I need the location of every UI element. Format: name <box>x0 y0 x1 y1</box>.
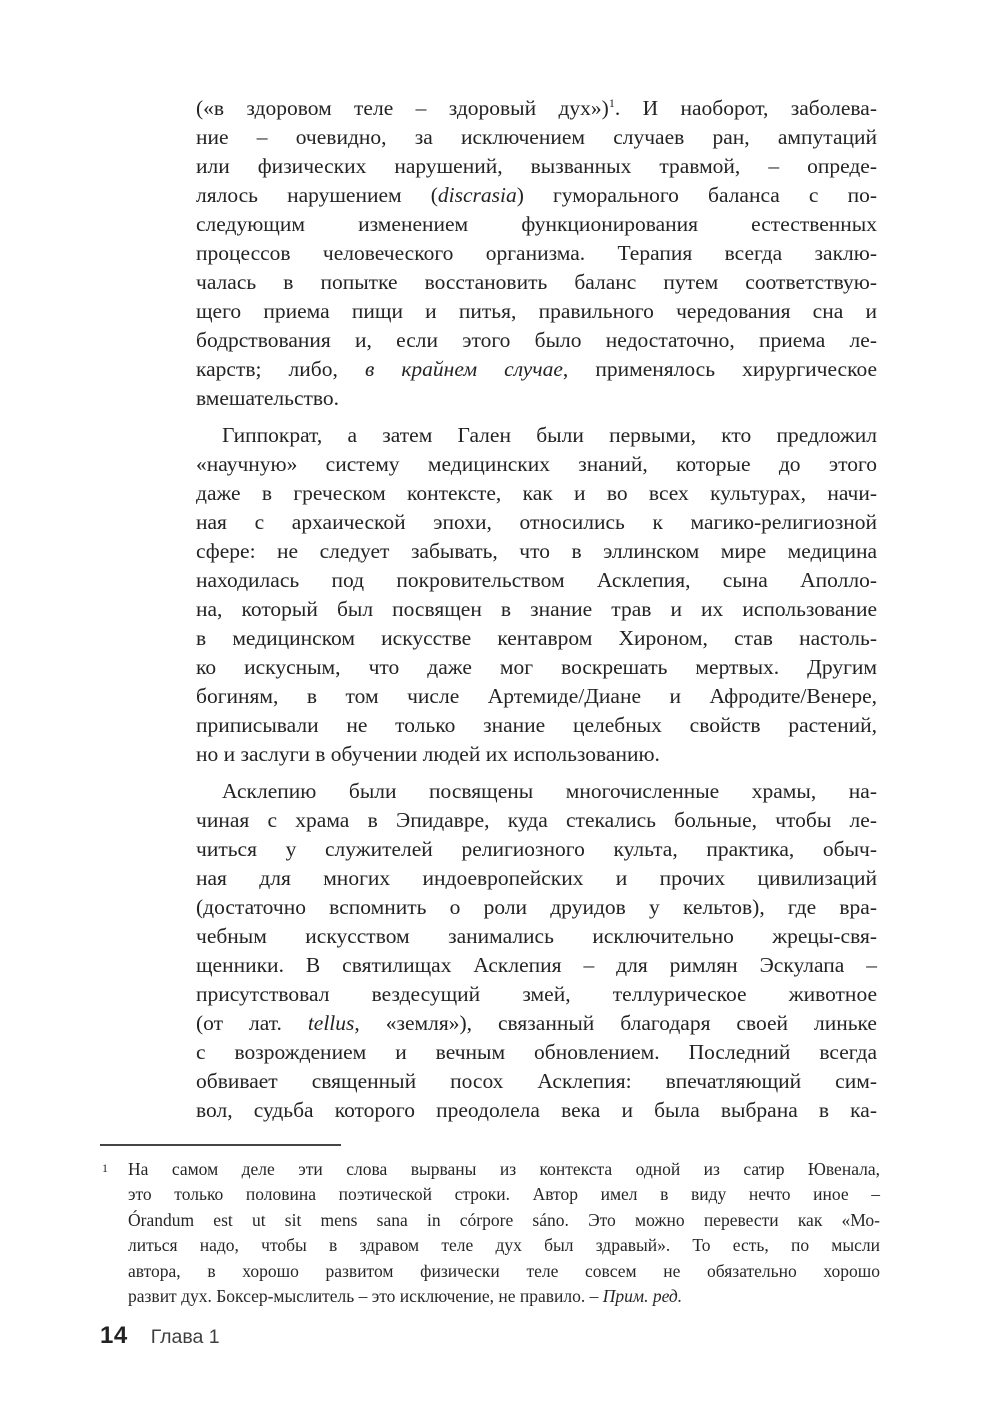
text-line: процессов человеческого организма. Терапия всегда заклю- <box>196 241 877 265</box>
page-footer <box>100 1322 220 1350</box>
text-line: чалась в попытке восстановить баланс путем соответствую- <box>196 270 877 294</box>
text-line: в медицинском искусстве кентавром Хироном, став настоль- <box>196 626 877 650</box>
text-line: следующим изменением функционирования естественных <box>196 212 877 236</box>
text-line: щего приема пищи и питья, правильного чередования сна и <box>196 299 877 323</box>
paragraph <box>196 94 877 413</box>
text-line: Гиппократ, а затем Гален были первыми, кто предложил <box>222 423 877 447</box>
text-line: находилась под покровительством Асклепия, сына Аполло- <box>196 568 877 592</box>
footnote-text <box>128 1157 880 1309</box>
text-line: карств; либо, в крайнем случае, применялось хирургическое <box>196 357 877 381</box>
paragraph <box>196 777 877 1125</box>
text-line: сфере: не следует забывать, что в эллинском мире медицина <box>196 539 877 563</box>
text-line: ная с архаической эпохи, относились к магико-религиозной <box>196 510 877 534</box>
text-line: это только половина поэтической строки. Автор имел в виду нечто иное – <box>128 1184 880 1205</box>
text-line: лялось нарушением (discrasia) гуморального баланса с по- <box>196 183 877 207</box>
text-line: («в здоровом теле – здоровый дух»)$^1$. И наоборот, заболева- <box>196 95 877 120</box>
text-line: чиная с храма в Эпидавре, куда стекались больные, чтобы ле- <box>196 808 877 832</box>
text-line: ко искусным, что даже мог воскрешать мертвых. Другим <box>196 655 877 679</box>
text-line: богиням, в том числе Артемиде/Диане и Афродите/Венере, <box>196 684 877 708</box>
text-line: или физических нарушений, вызванных травмой, – опреде- <box>196 154 877 178</box>
paragraph <box>196 421 877 769</box>
text-line: вмешательство. <box>196 386 340 410</box>
text-line: даже в греческом контексте, как и во всех культурах, начи- <box>196 481 877 505</box>
footnote-marker: 1 <box>102 1161 108 1175</box>
text-line: бодрствования и, если этого было недостаточно, приема ле- <box>196 328 877 352</box>
text-line: «научную» систему медицинских знаний, которые до этого <box>196 452 877 476</box>
text-line: на, который был посвящен в знание трав и их использование <box>196 597 877 621</box>
text-line: приписывали не только знание целебных свойств растений, <box>196 713 877 737</box>
text-line: (от лат. tellus, «земля»), связанный благодаря своей линьке <box>196 1011 877 1035</box>
footnote <box>102 1157 880 1309</box>
text-line: Órandum est ut sit mens sana in córpore sáno. Это можно перевести как «Мо- <box>128 1209 880 1230</box>
text-line: ная для многих индоевропейских и прочих цивилизаций <box>196 866 877 890</box>
text-line: присутствовал вездесущий змей, теллурическое животное <box>196 982 877 1006</box>
text-line: чебным искусством занимались исключительно жрецы-свя- <box>196 924 877 948</box>
text-line: с возрождением и вечным обновлением. Последний всегда <box>196 1040 877 1064</box>
text-line: (достаточно вспомнить о роли друидов у кельтов), где вра- <box>196 895 877 919</box>
text-line: литься надо, чтобы в здравом теле дух был здравый». То есть, по мысли <box>128 1235 880 1256</box>
text-line: но и заслуги в обучении людей их использованию. <box>196 742 660 766</box>
body-text-block <box>196 94 877 1125</box>
chapter-label: Глава 1 <box>150 1326 220 1348</box>
text-line: вол, судьба которого преодолела века и была выбрана в ка- <box>196 1098 877 1122</box>
text-line: На самом деле эти слова вырваны из контекста одной из сатир Ювенала, <box>128 1159 880 1179</box>
text-line: щенники. В святилищах Асклепия – для римлян Эскулапа – <box>196 953 877 977</box>
text-line: читься у служителей религиозного культа, практика, обыч- <box>196 837 877 861</box>
text-line: автора, в хорошо развитом физически теле совсем не обязательно хорошо <box>128 1260 880 1281</box>
text-line: развит дух. Боксер-мыслитель – это исключение, не правило. – Прим. ред. <box>128 1286 683 1307</box>
text-line: обвивает священный посох Асклепия: впечатляющий сим- <box>196 1069 877 1093</box>
footnote-reference: 1 <box>608 95 615 110</box>
text-line: ние – очевидно, за исключением случаев ран, ампутаций <box>196 125 877 149</box>
page-number: 14 <box>100 1322 128 1349</box>
text-line: Асклепию были посвящены многочисленные храмы, на- <box>222 779 877 803</box>
footnote-divider <box>100 1144 341 1146</box>
